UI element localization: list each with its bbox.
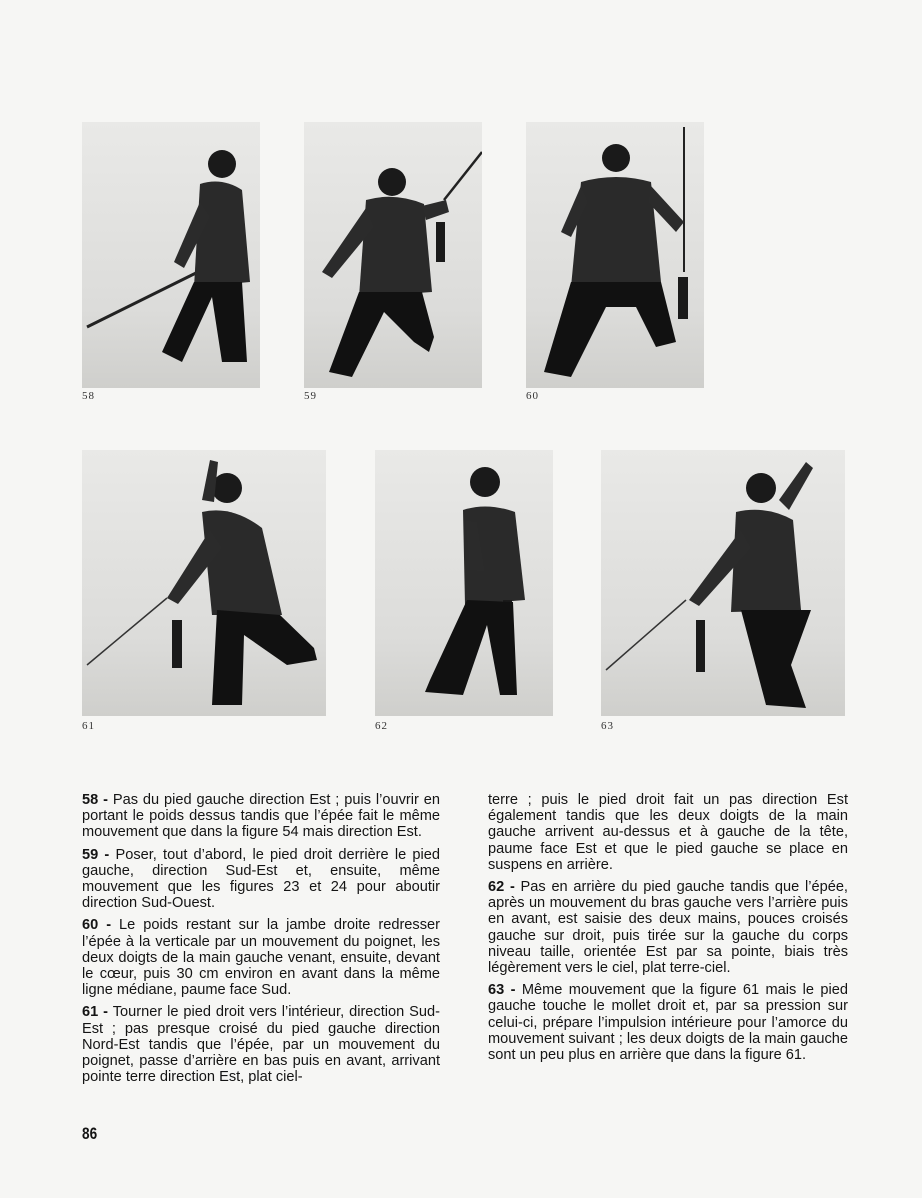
paragraph-text: Pas en arrière du pied gauche tandis que l’épée, après un mouvement du bras gauche vers l’arrière puis en avant, est saisie des deux mains, pouces croisés gauche sur droit, puis tirée sur la gauche du corps niveau taille, orientée Est par sa pointe, biais très légèrement vers le ciel, plat terre-ciel. — [488, 879, 848, 977]
paragraph-text: Poser, tout d’abord, le pied droit derrière le pied gauche, direction Sud-Est et, ensuite, même mouvement que les figures 23 et 24 pour aboutir direction Sud-Ouest. — [82, 846, 440, 912]
paragraph-number: 61 - — [82, 1004, 109, 1021]
figure-63-caption: 63 — [601, 720, 614, 732]
text-column-right — [488, 792, 848, 1069]
paragraph-62 — [488, 879, 848, 976]
paragraph-text: Le poids restant sur la jambe droite redresser l’épée à la verticale par un mouvement du poignet, les deux doigts de la main gauche venant, ensuite, devant le cœur, puis 30 cm environ en avant dans la même ligne médiane, paume face Sud. — [82, 917, 440, 999]
paragraph-number: 62 - — [488, 879, 515, 896]
paragraph-text: terre ; puis le pied droit fait un pas direction Est également tandis que les deux doigts de la main gauche arrivent au-dessus et à gauche de la tête, paume face Est et que le pied gauche se place en suspens en arrière. — [488, 792, 848, 873]
figure-63-illustration — [601, 450, 845, 716]
figure-60-illustration — [526, 122, 704, 388]
figure-59-illustration — [304, 122, 482, 388]
paragraph-63 — [488, 982, 848, 1063]
figure-58-photo — [82, 122, 260, 388]
figure-58-illustration — [82, 122, 260, 388]
page-number: 86 — [82, 1124, 98, 1143]
figure-62-illustration — [375, 450, 553, 716]
paragraph-58 — [82, 792, 440, 841]
figure-61-caption: 61 — [82, 720, 95, 732]
figure-59-caption: 59 — [304, 390, 317, 402]
paragraph-60 — [82, 917, 440, 998]
figure-60-caption: 60 — [526, 390, 539, 402]
figure-62-caption: 62 — [375, 720, 388, 732]
paragraph-number: 59 - — [82, 846, 110, 863]
paragraph-61-continued — [488, 792, 848, 873]
figure-58-caption: 58 — [82, 390, 95, 402]
figure-59-photo — [304, 122, 482, 388]
figure-60-photo — [526, 122, 704, 388]
figure-61-illustration — [82, 450, 326, 716]
paragraph-61 — [82, 1004, 440, 1085]
paragraph-text: Pas du pied gauche direction Est ; puis l’ouvrir en portant le poids dessus tandis que l’épée fait le même mouvement que dans la figure 54 mais direction Est. — [82, 792, 440, 841]
paragraph-number: 58 - — [82, 792, 108, 808]
paragraph-59 — [82, 847, 440, 912]
paragraph-number: 60 - — [82, 917, 112, 934]
figure-62-photo — [375, 450, 553, 716]
paragraph-text: Même mouvement que la figure 61 mais le pied gauche touche le mollet droit et, par sa pression sur celui-ci, prépare l’impulsion intérieure pour l’amorce du mouvement suivant ; les deux doigts de la main gauche sont un peu plus en arrière que dans la figure 61. — [488, 982, 848, 1064]
paragraph-number: 63 - — [488, 982, 516, 999]
paragraph-text: Tourner le pied droit vers l’intérieur, direction Sud-Est ; pas presque croisé du pied gauche direction Nord-Est tandis que l’épée, par un mouvement du poignet, passe d’arrière en bas puis en avant, arrivant pointe terre direction Est, plat ciel- — [82, 1004, 440, 1086]
text-column-left — [82, 792, 440, 1091]
figure-61-photo — [82, 450, 326, 716]
figure-63-photo — [601, 450, 845, 716]
